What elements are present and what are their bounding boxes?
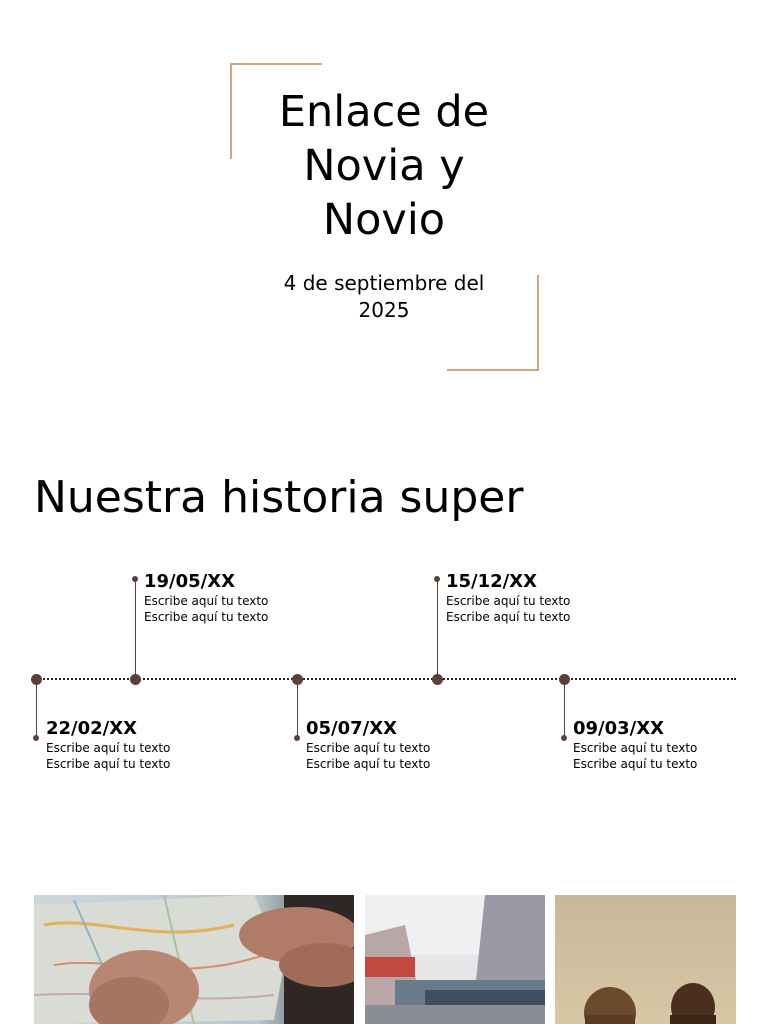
street-illustration (365, 895, 545, 1024)
cover-title-line: Novia y (303, 141, 465, 191)
timeline-stem (135, 579, 136, 679)
timeline-event (144, 571, 268, 625)
timeline-stem (437, 579, 438, 679)
event-text: Escribe aquí tu texto (573, 757, 698, 771)
event-text: Escribe aquí tu texto (46, 757, 171, 771)
timeline-axis (36, 678, 736, 680)
event-text: Escribe aquí tu texto (144, 594, 269, 608)
timeline-tip (434, 576, 440, 582)
timeline-tip (132, 576, 138, 582)
timeline-tip (33, 735, 39, 741)
event-date: 19/05/XX (144, 571, 236, 592)
timeline-event (46, 718, 170, 772)
timeline-tip (561, 735, 567, 741)
cover-title-line: Novio (322, 195, 446, 245)
timeline-event (446, 571, 570, 625)
story-title: Nuestra historia super (34, 472, 524, 523)
couple-illustration (555, 895, 736, 1024)
event-date: 15/12/XX (446, 571, 538, 592)
event-text: Escribe aquí tu texto (446, 594, 571, 608)
wedding-date (260, 270, 508, 324)
timeline-event (573, 718, 697, 772)
photo-street (365, 895, 545, 1024)
event-date: 05/07/XX (306, 718, 398, 739)
cover-title (234, 85, 534, 247)
event-text: Escribe aquí tu texto (306, 757, 431, 771)
event-text: Escribe aquí tu texto (573, 741, 698, 755)
event-text: Escribe aquí tu texto (446, 610, 571, 624)
timeline-stem (297, 679, 298, 738)
event-text: Escribe aquí tu texto (306, 741, 431, 755)
photo-map-hands (34, 895, 354, 1024)
photo-couple (555, 895, 736, 1024)
wedding-date-line: 4 de septiembre del (283, 271, 485, 295)
wedding-date-line: 2025 (358, 298, 410, 322)
event-text: Escribe aquí tu texto (46, 741, 171, 755)
timeline-event (306, 718, 430, 772)
timeline-tip (294, 735, 300, 741)
timeline-stem (564, 679, 565, 738)
cover-title-line: Enlace de (278, 87, 490, 137)
timeline-stem (36, 679, 37, 738)
event-date: 22/02/XX (46, 718, 138, 739)
event-date: 09/03/XX (573, 718, 665, 739)
event-text: Escribe aquí tu texto (144, 610, 269, 624)
map-hands-illustration (34, 895, 354, 1024)
